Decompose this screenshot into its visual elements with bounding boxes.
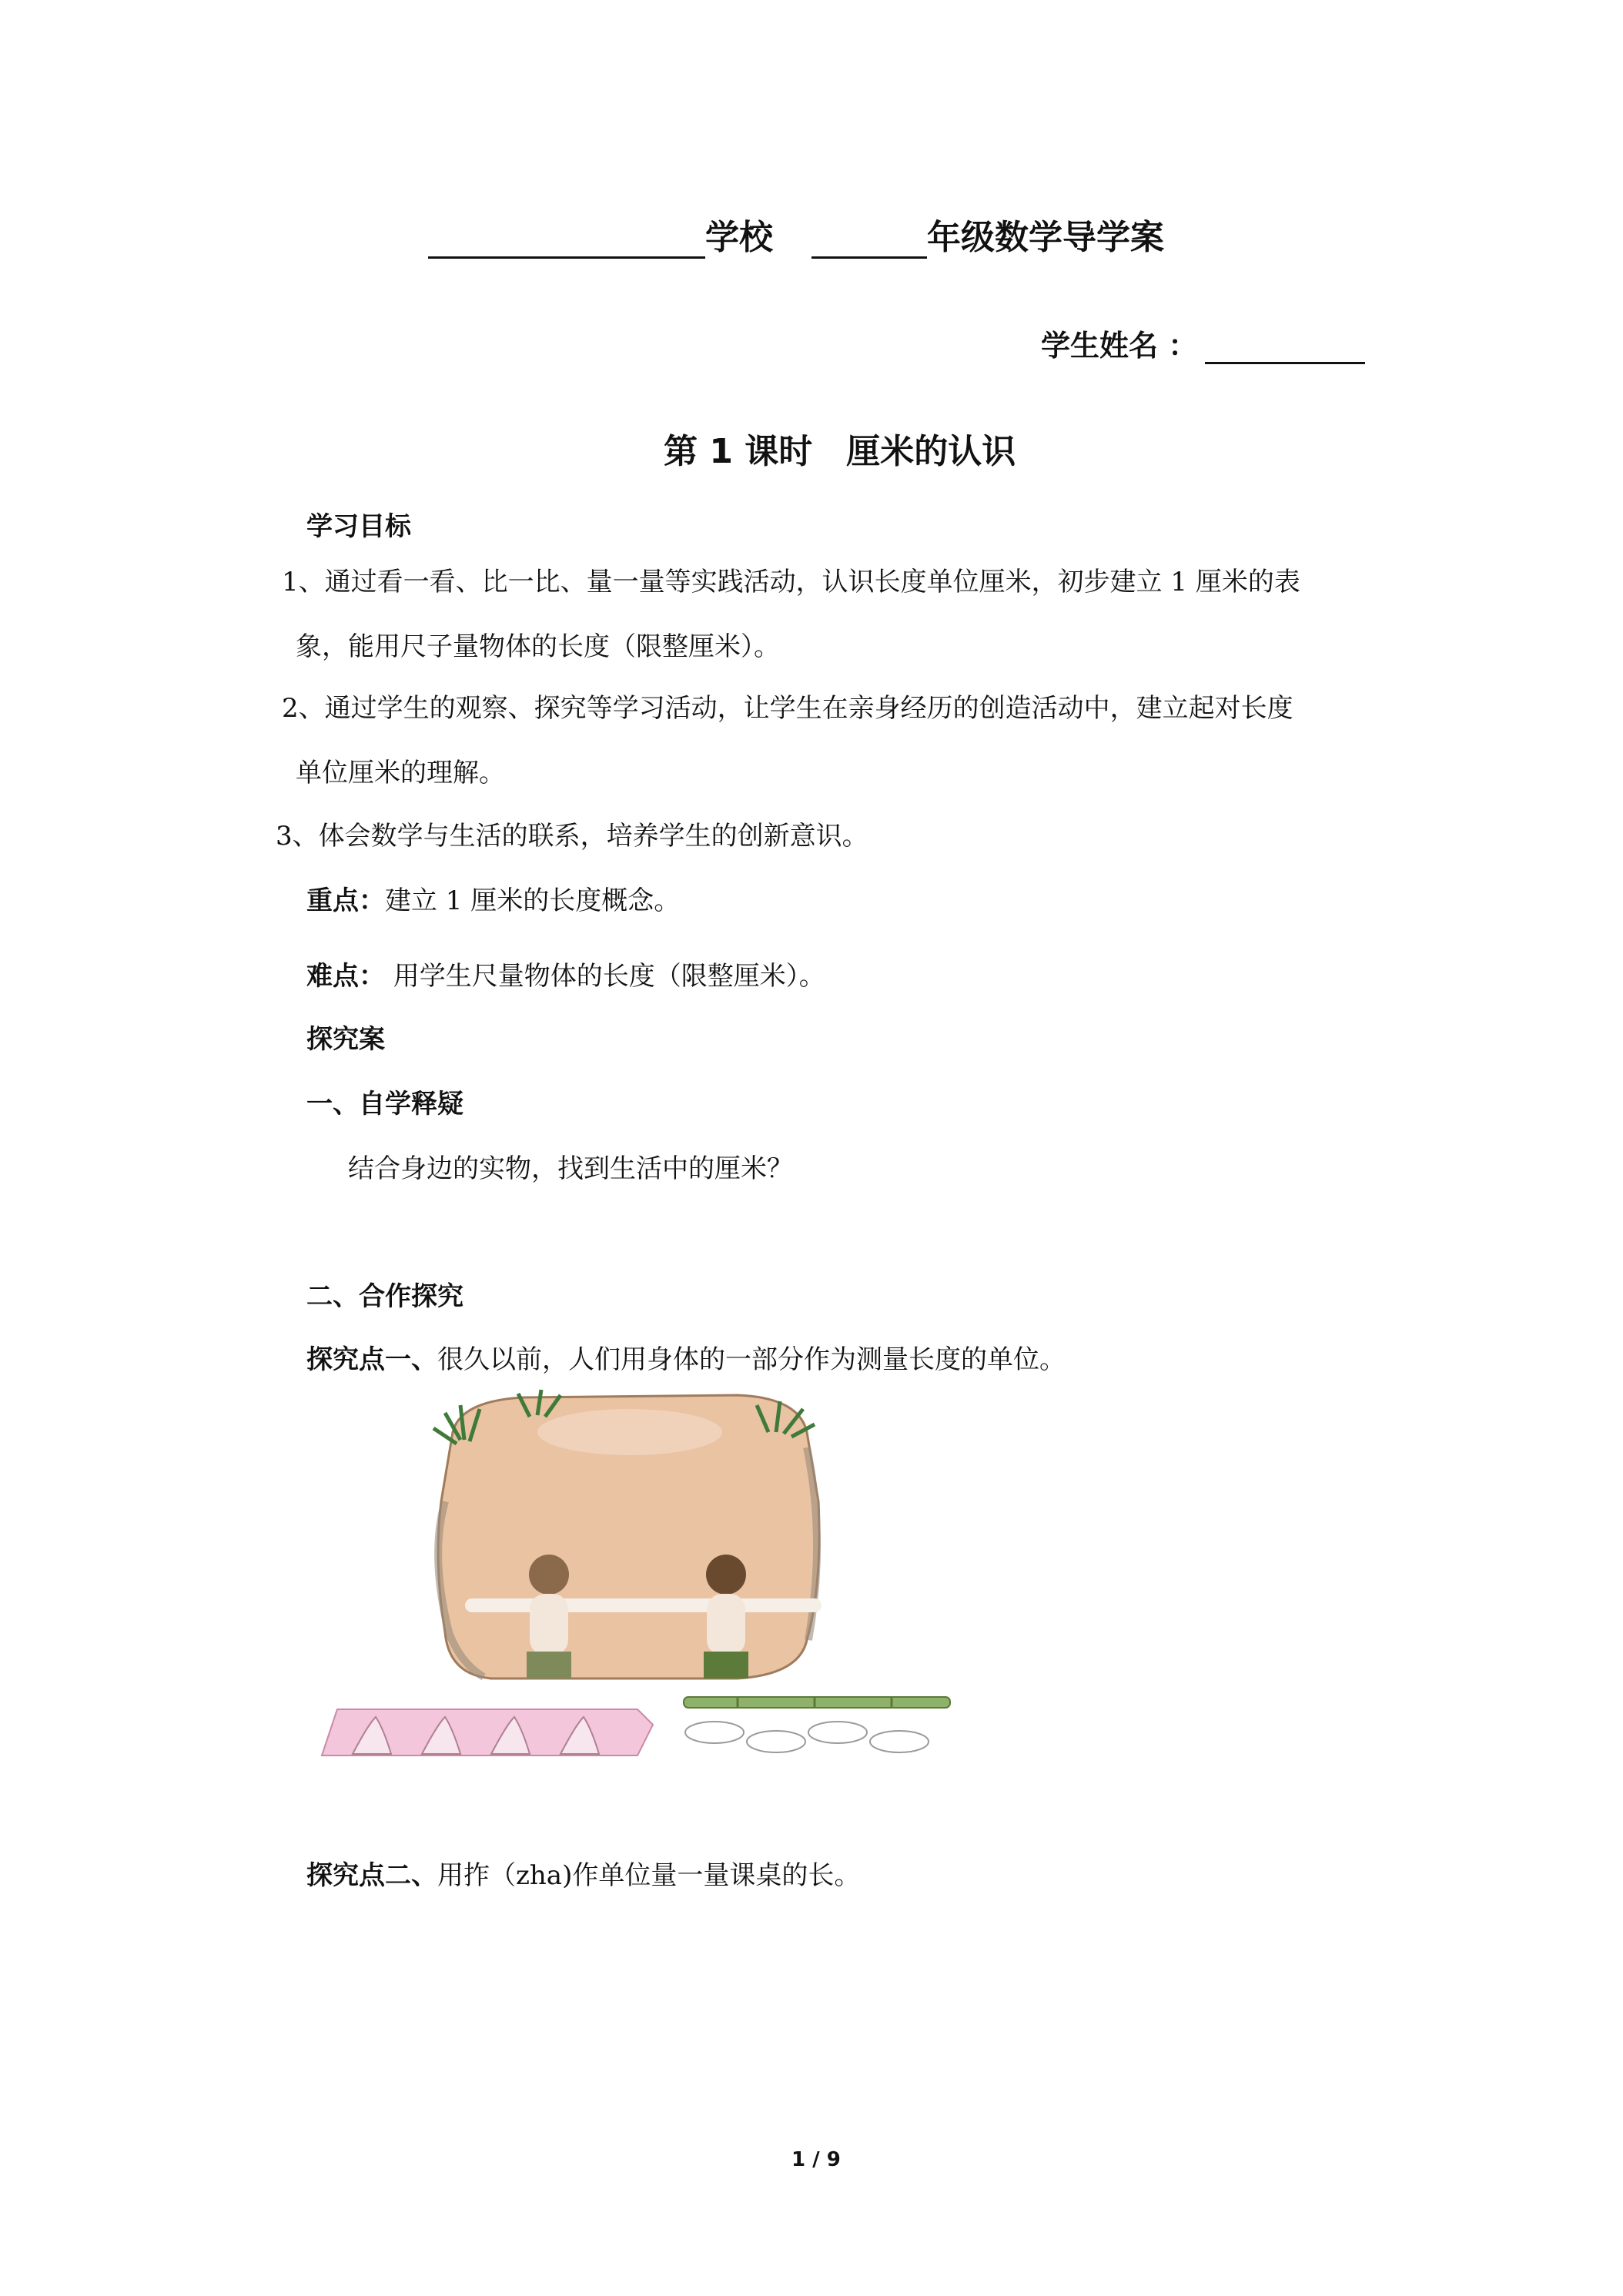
school-header-line	[428, 209, 1164, 259]
point1-text: 很久以前，人们用身体的一部分作为测量长度的单位。	[437, 1344, 1066, 1375]
student-name-label: 学生姓名 ：	[1041, 329, 1198, 363]
page-number: 1 / 9	[791, 2148, 841, 2171]
difficulty	[306, 955, 825, 992]
key-point-text: 建立 1 厘米的长度概念。	[385, 885, 681, 916]
measuring-illustration	[306, 1386, 961, 1771]
student-name-line	[1041, 322, 1365, 364]
part1-heading: 一、自学释疑	[306, 1089, 463, 1120]
key-point	[306, 879, 680, 917]
objective-3: 3、体会数学与生活的联系，培养学生的创新意识。	[276, 821, 868, 852]
point2	[306, 1854, 860, 1892]
difficulty-label: 难点：	[306, 961, 385, 992]
point2-label: 探究点二、	[306, 1860, 437, 1891]
objective-2-line2: 单位厘米的理解。	[296, 758, 505, 788]
footprint-outlines	[685, 1722, 929, 1752]
student-name-blank[interactable]	[1205, 328, 1365, 364]
point2-text: 用拃（zha)作单位量一量课桌的长。	[437, 1860, 861, 1891]
objective-2-line1: 2、通过学生的观察、探究等学习活动，让学生在亲身经历的创造活动中，建立起对长度	[282, 693, 1293, 724]
point1	[306, 1338, 1066, 1376]
part1-text: 结合身边的实物，找到生活中的厘米？	[348, 1153, 793, 1184]
school-name-blank[interactable]	[428, 223, 705, 259]
rock-illustration	[438, 1395, 819, 1678]
objective-1-line2: 象，能用尺子量物体的长度（限整厘米）。	[296, 631, 780, 662]
objective-1-line1: 1、通过看一看、比一比、量一量等实践活动，认识长度单位厘米，初步建立 1 厘米的表	[282, 567, 1300, 597]
point1-label: 探究点一、	[306, 1344, 437, 1375]
bamboo-stick	[684, 1697, 950, 1708]
grade-blank[interactable]	[812, 223, 927, 259]
part2-heading: 二、合作探究	[306, 1281, 463, 1312]
difficulty-text: 用学生尺量物体的长度（限整厘米）。	[385, 961, 825, 992]
lesson-title: 第 1 课时 厘米的认识	[664, 432, 1016, 471]
explore-heading: 探究案	[306, 1024, 385, 1055]
objectives-heading: 学习目标	[306, 511, 411, 542]
grade-suffix: 年级数学导学案	[927, 218, 1164, 257]
key-point-label: 重点：	[306, 885, 385, 916]
footprint-strip	[322, 1709, 653, 1755]
school-suffix: 学校	[705, 218, 773, 257]
